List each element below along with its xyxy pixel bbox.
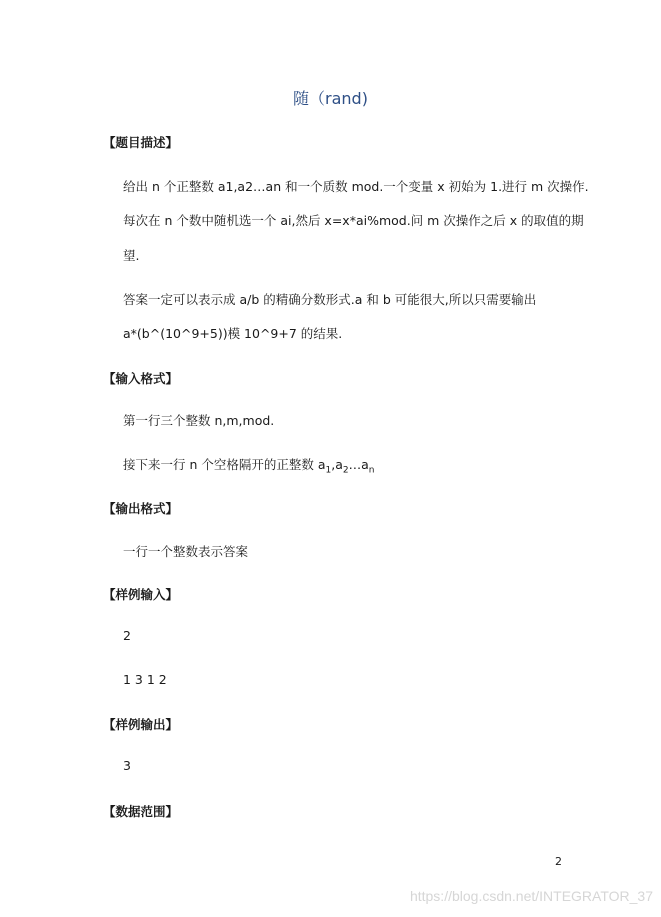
heading-sample-input: 【样例输入】 <box>103 587 179 602</box>
description-line-5: a*(b^(10^9+5))模 10^9+7 的结果. <box>123 326 343 341</box>
input-format-line-2-prefix: 接下来一行 n 个空格隔开的正整数 a <box>123 457 326 472</box>
heading-output-format: 【输出格式】 <box>103 501 179 516</box>
input-format-line-2-tail: …a <box>348 457 369 472</box>
page-number: 2 <box>555 855 562 868</box>
description-line-4: 答案一定可以表示成 a/b 的精确分数形式.a 和 b 可能很大,所以只需要输出 <box>123 292 537 307</box>
heading-sample-output: 【样例输出】 <box>103 717 179 732</box>
heading-description: 【题目描述】 <box>103 135 179 150</box>
heading-data-range: 【数据范围】 <box>103 804 179 819</box>
page-title: 随（rand) <box>293 89 368 108</box>
input-format-line-2 <box>123 455 375 476</box>
output-format-line-1: 一行一个整数表示答案 <box>123 544 249 559</box>
watermark: https://blog.csdn.net/INTEGRATOR_37 <box>409 888 653 904</box>
subscript-2: 2 <box>342 465 349 476</box>
input-format-line-1: 第一行三个整数 n,m,mod. <box>123 413 275 428</box>
sample-input-line-1: 2 <box>123 628 131 643</box>
subscript-1: 1 <box>325 465 332 476</box>
subscript-n: n <box>368 465 375 476</box>
description-line-3: 望. <box>123 248 140 263</box>
description-line-1: 给出 n 个正整数 a1,a2…an 和一个质数 mod.一个变量 x 初始为 1.进行 m 次操作. <box>123 179 589 194</box>
heading-input-format: 【输入格式】 <box>103 371 179 386</box>
sample-input-line-2: 1 3 1 2 <box>123 672 167 687</box>
sample-output-line-1: 3 <box>123 758 131 773</box>
input-format-line-2-mid: ,a <box>331 457 343 472</box>
description-line-2: 每次在 n 个数中随机选一个 ai,然后 x=x*ai%mod.问 m 次操作之后 x 的取值的期 <box>123 213 584 228</box>
